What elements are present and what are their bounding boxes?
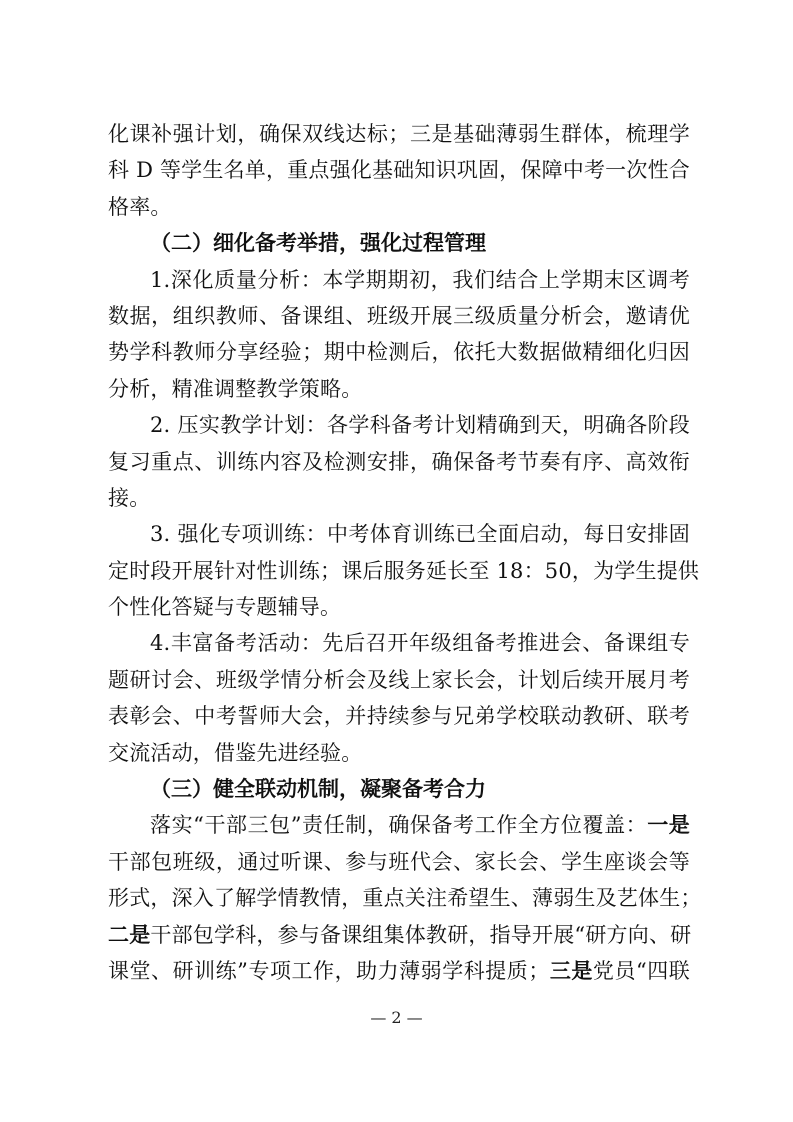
paragraph-line: 干部包班级，通过听课、参与班代会、家长会、学生座谈会等 — [108, 849, 690, 874]
emphasis-text: 二是 — [108, 922, 151, 947]
paragraph-line: 定时段开展针对性训练；课后服务延长至 18：50，为学生提供 — [108, 558, 700, 583]
paragraph-line: 分析，精准调整教学策略。 — [108, 376, 363, 401]
emphasis-text: 一是 — [647, 813, 690, 838]
paragraph-line: 格率。 — [108, 194, 172, 219]
paragraph-text: 课堂、研训练”专项工作，助力薄弱学科提质； — [108, 958, 550, 983]
paragraph-line: 科 D 等学生名单，重点强化基础知识巩固，保障中考一次性合 — [108, 158, 690, 183]
paragraph-text: 干部包学科，参与备课组集体教研，指导开展“研方向、研 — [150, 922, 692, 947]
paragraph-line: 4.丰富备考活动：先后召开年级组备考推进会、备课组专 — [150, 631, 690, 656]
paragraph-line — [108, 953, 690, 989]
page-number: — 2 — — [370, 1008, 423, 1027]
paragraph-line: 题研讨会、班级学情分析会及线上家长会，计划后续开展月考 — [108, 667, 690, 692]
paragraph-line: 表彰会、中考誓师大会，并持续参与兄弟学校联动教研、联考 — [108, 704, 690, 729]
paragraph-text: 落实“干部三包”责任制，确保备考工作全方位覆盖： — [150, 813, 648, 838]
paragraph-line: 1.深化质量分析：本学期期初，我们结合上学期末区调考 — [150, 267, 690, 292]
paragraph-line: 个性化答疑与专题辅导。 — [108, 595, 342, 620]
paragraph-line: 形式，深入了解学情教情，重点关注希望生、薄弱生及艺体生； — [108, 886, 702, 911]
paragraph-line: 势学科教师分享经验；期中检测后，依托大数据做精细化归因 — [108, 340, 690, 365]
document-body — [108, 116, 702, 989]
paragraph-line: 交流活动，借鉴先进经验。 — [108, 740, 363, 765]
paragraph-text: 党员“四联 — [592, 958, 690, 983]
paragraph-line: 复习重点、训练内容及检测安排，确保备考节奏有序、高效衔 — [108, 449, 690, 474]
paragraph-line: 数据，组织教师、备课组、班级开展三级质量分析会，邀请优 — [108, 303, 690, 328]
section-heading-3: （三）健全联动机制，凝聚备考合力 — [150, 777, 486, 802]
paragraph-line: 3. 强化专项训练：中考体育训练已全面启动，每日安排固 — [150, 522, 690, 547]
paragraph-line: 化课补强计划，确保双线达标；三是基础薄弱生群体，梳理学 — [108, 122, 690, 146]
paragraph-line: 接。 — [108, 485, 151, 510]
paragraph-line: 2. 压实教学计划：各学科备考计划精确到天，明确各阶段 — [150, 413, 690, 438]
emphasis-text: 三是 — [549, 958, 593, 983]
paragraph-line — [108, 917, 690, 953]
section-heading-2: （二）细化备考举措，强化过程管理 — [150, 231, 486, 256]
paragraph-line — [108, 807, 690, 843]
